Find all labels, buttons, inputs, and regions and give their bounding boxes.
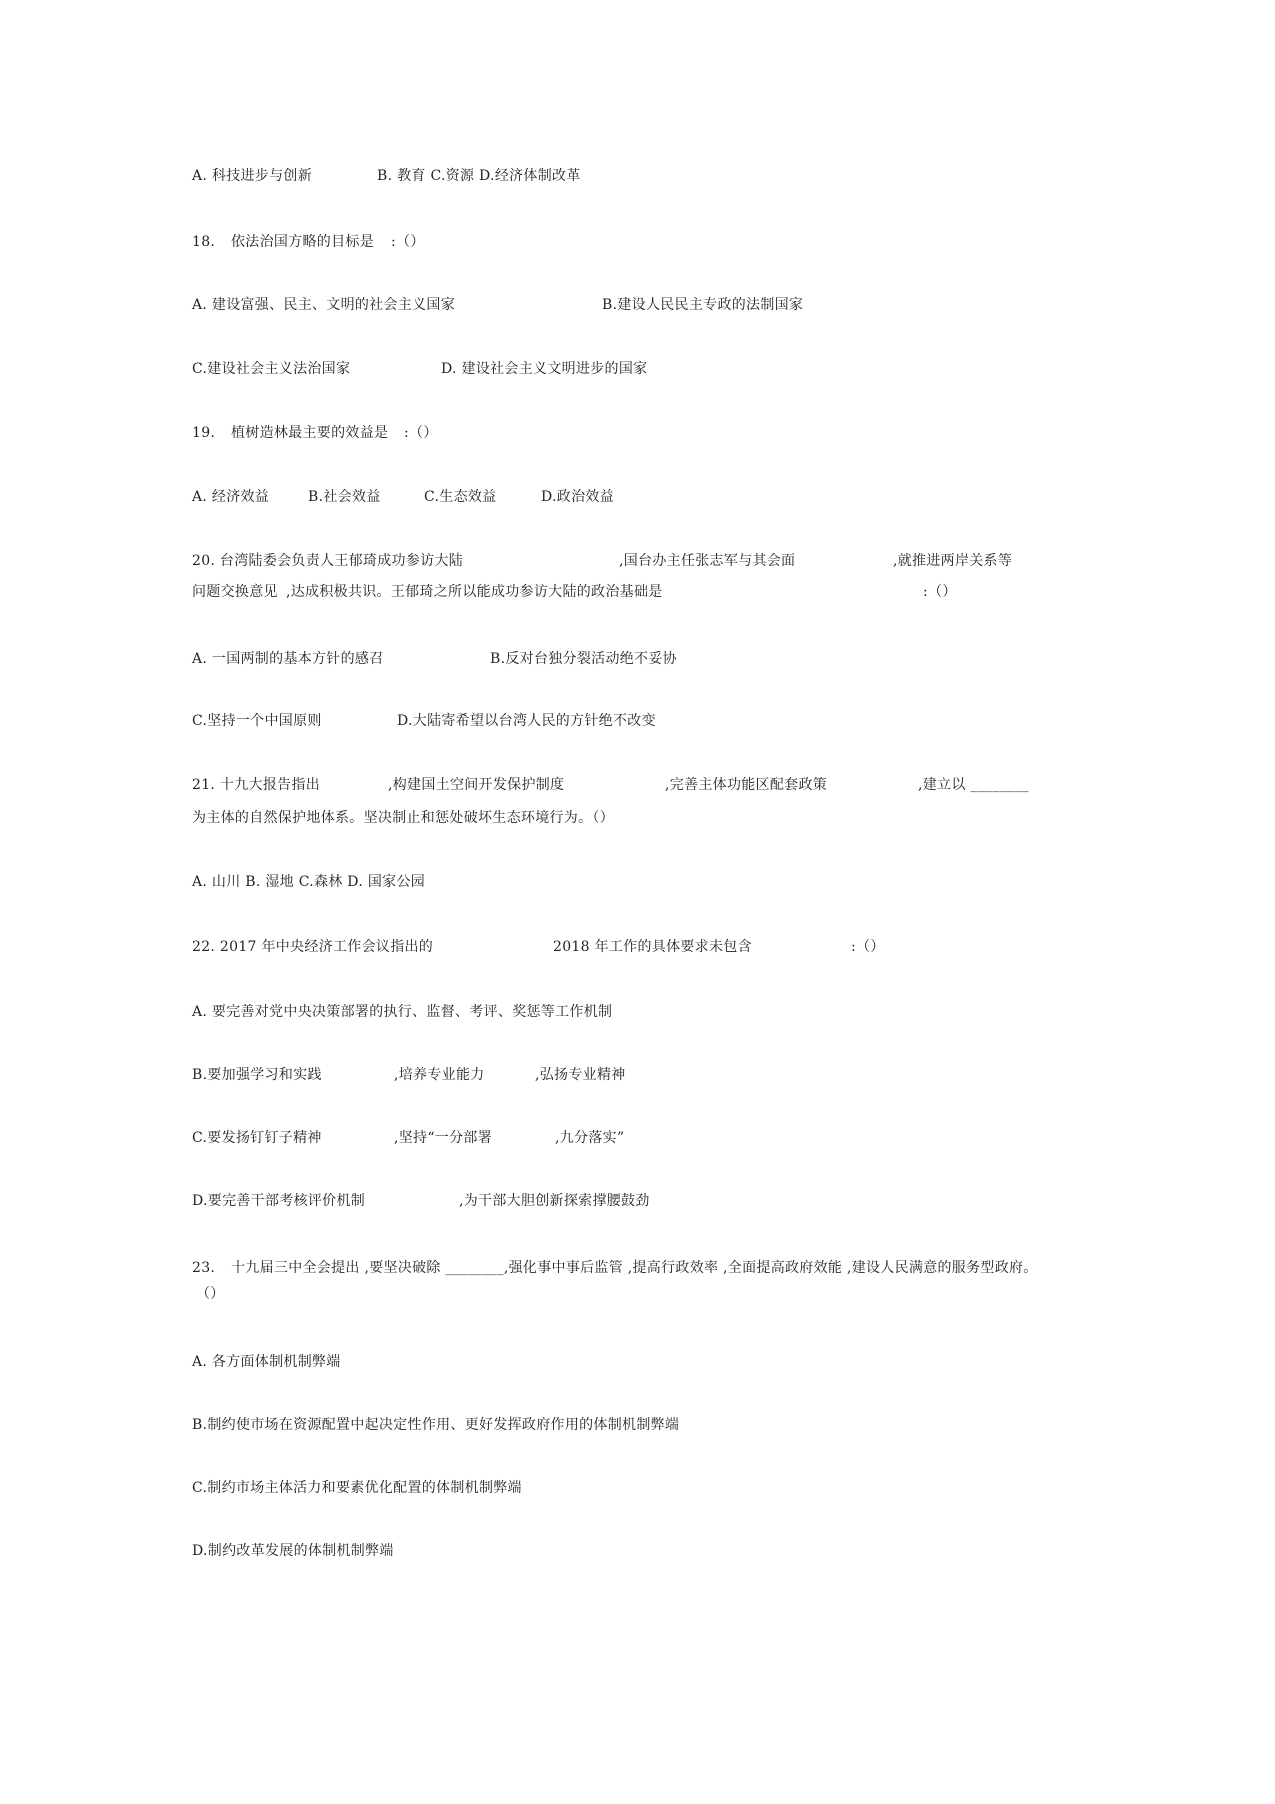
q21-stem-part-1: 21. 十九大报告指出 bbox=[192, 777, 321, 793]
q23-stem: 十九届三中全会提出 ,要坚决破除 ________,强化事中事后监管 ,提高行政效率 ,全面提高政府效能 ,建设人民满意的服务型政府。 bbox=[231, 1260, 1038, 1276]
q19-option-c: C.生态效益 bbox=[424, 489, 497, 505]
q23-option-d: D.制约改革发展的体制机制弊端 bbox=[192, 1543, 394, 1559]
q22-option-b-part-3: ,弘扬专业精神 bbox=[535, 1067, 626, 1083]
q19-option-d: D.政治效益 bbox=[541, 489, 614, 505]
q18-option-b: B.建设人民民主专政的法制国家 bbox=[602, 297, 804, 313]
q21-stem-part-2: ,构建国土空间开发保护制度 bbox=[388, 777, 565, 793]
q20-stem-part-3: ,就推进两岸关系等 bbox=[893, 553, 1013, 569]
q19-answer-paren: :（） bbox=[404, 425, 438, 441]
q20-stem-part-4: 问题交换意见 bbox=[192, 584, 278, 600]
q22-option-c-part-2: ,坚持“一分部署 bbox=[394, 1130, 493, 1146]
q23-number: 23. bbox=[192, 1260, 216, 1276]
q21-stem-part-4: ,建立以 ________ bbox=[918, 777, 1029, 793]
q18-option-c: C.建设社会主义法治国家 bbox=[192, 361, 351, 377]
q22-option-b-part-1: B.要加强学习和实践 bbox=[192, 1067, 322, 1083]
q20-option-c: C.坚持一个中国原则 bbox=[192, 713, 322, 729]
q20-option-a: A. 一国两制的基本方针的感召 bbox=[192, 651, 384, 667]
q23-answer-paren: （） bbox=[196, 1286, 225, 1302]
q21-stem-part-3: ,完善主体功能区配套政策 bbox=[665, 777, 828, 793]
q21-stem-line-2: 为主体的自然保护地体系。坚决制止和惩处破坏生态环境行为。（） bbox=[192, 810, 614, 826]
q20-answer-paren: :（） bbox=[923, 584, 957, 600]
q19-option-b: B.社会效益 bbox=[308, 489, 381, 505]
q20-stem-part-2: ,国台办主任张志军与其会面 bbox=[619, 553, 796, 569]
q20-stem-part-1: 20. 台湾陆委会负责人王郁琦成功参访大陆 bbox=[192, 553, 464, 569]
q22-answer-paren: :（） bbox=[851, 939, 885, 955]
q22-stem-part-2: 2018 年工作的具体要求未包含 bbox=[553, 939, 752, 955]
q23-option-a: A. 各方面体制机制弊端 bbox=[192, 1354, 341, 1370]
q19-stem: 植树造林最主要的效益是 bbox=[231, 425, 389, 441]
q22-option-d-part-1: D.要完善干部考核评价机制 bbox=[192, 1193, 366, 1209]
q19-option-a: A. 经济效益 bbox=[192, 489, 270, 505]
q18-option-d: D. 建设社会主义文明进步的国家 bbox=[441, 361, 648, 377]
q22-stem-part-1: 22. 2017 年中央经济工作会议指出的 bbox=[192, 939, 434, 955]
q18-stem: 依法治国方略的目标是 bbox=[231, 234, 374, 250]
q20-option-d: D.大陆寄希望以台湾人民的方针绝不改变 bbox=[397, 713, 656, 729]
q20-stem-part-5: ,达成积极共识。王郁琦之所以能成功参访大陆的政治基础是 bbox=[286, 584, 663, 600]
q22-option-c-part-3: ,九分落实” bbox=[555, 1130, 625, 1146]
q23-option-b: B.制约使市场在资源配置中起决定性作用、更好发挥政府作用的体制机制弊端 bbox=[192, 1417, 680, 1433]
q19-number: 19. bbox=[192, 425, 216, 441]
q22-option-d-part-2: ,为干部大胆创新探索撑腰鼓劲 bbox=[459, 1193, 650, 1209]
q20-option-b: B.反对台独分裂活动绝不妥协 bbox=[490, 651, 677, 667]
q23-option-c: C.制约市场主体活力和要素优化配置的体制机制弊端 bbox=[192, 1480, 522, 1496]
q18-number: 18. bbox=[192, 234, 216, 250]
q18-answer-paren: :（） bbox=[391, 234, 425, 250]
q17-option-a: A. 科技进步与创新 bbox=[192, 168, 313, 184]
q17-options-bcd: B. 教育 C.资源 D.经济体制改革 bbox=[377, 168, 581, 184]
q22-option-a: A. 要完善对党中央决策部署的执行、监督、考评、奖惩等工作机制 bbox=[192, 1004, 613, 1020]
q21-options: A. 山川 B. 湿地 C.森林 D. 国家公园 bbox=[192, 874, 426, 890]
q22-option-c-part-1: C.要发扬钉钉子精神 bbox=[192, 1130, 322, 1146]
q22-option-b-part-2: ,培养专业能力 bbox=[394, 1067, 485, 1083]
q18-option-a: A. 建设富强、民主、文明的社会主义国家 bbox=[192, 297, 456, 313]
